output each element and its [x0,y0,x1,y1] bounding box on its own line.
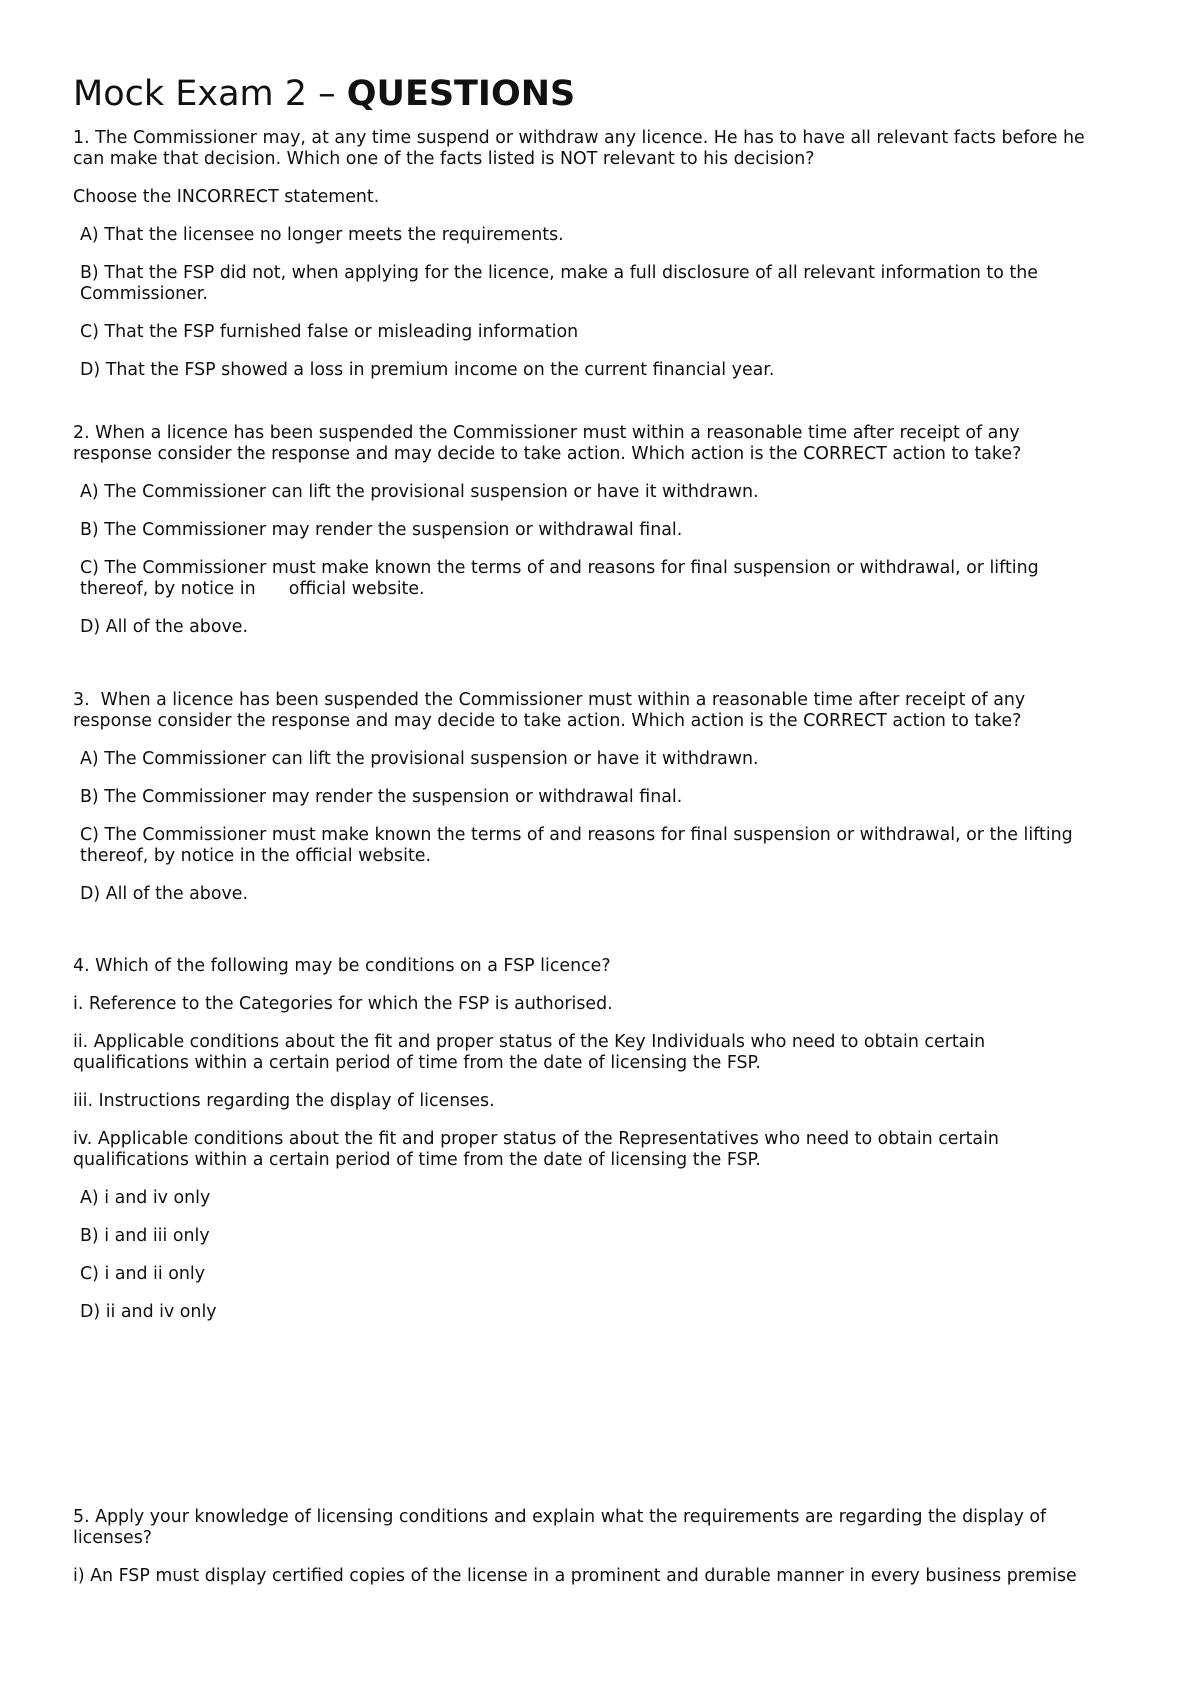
question-3-option-d: D) All of the above. [80,884,249,904]
question-4-option-c: C) i and ii only [80,1264,206,1284]
spacer [73,922,1090,956]
question-1-instruction: Choose the INCORRECT statement. [73,187,380,207]
question-1-option-a: A) That the licensee no longer meets the requirements. [80,225,564,245]
spacer [73,398,1090,423]
question-1 [73,128,1090,381]
title-prefix: Mock Exam 2 – [73,74,347,114]
question-4-option-b: B) i and iii only [80,1226,210,1246]
spacer [73,1340,1090,1507]
question-3-option-c: C) The Commissioner must make known the terms of and reasons for final suspension or withdrawal, or the lifting thereof, by notice in the official website. [80,825,1073,866]
question-3-stem: 3. When a licence has been suspended the Commissioner must within a reasonable time after receipt of any response consider the response and may decide to take action. Which action is the CORRECT action to take? [73,690,1031,731]
question-1-option-b: B) That the FSP did not, when applying for the licence, make a full disclosure of all relevant information to the Commissioner. [80,263,1038,304]
question-4-stem: 4. Which of the following may be conditions on a FSP licence? [73,956,611,976]
question-4-option-a: A) i and iv only [80,1188,211,1208]
question-4-statement-ii: ii. Applicable conditions about the fit and proper status of the Key Individuals who need to obtain certain qualifications within a certain period of time from the date of licensing the FSP. [73,1032,986,1073]
question-2-option-a: A) The Commissioner can lift the provisional suspension or have it withdrawn. [80,482,759,502]
question-1-option-d: D) That the FSP showed a loss in premium income on the current financial year. [80,360,775,380]
question-2 [73,423,1090,638]
question-3-option-a: A) The Commissioner can lift the provisional suspension or have it withdrawn. [80,749,759,769]
question-4-statement-iv: iv. Applicable conditions about the fit and proper status of the Representatives who need to obtain certain qualifications within a certain period of time from the date of licensing the FSP. [73,1129,999,1170]
spacer [73,655,1090,690]
question-4 [73,956,1090,1323]
question-4-option-d: D) ii and iv only [80,1302,217,1322]
question-5-stem: 5. Apply your knowledge of licensing conditions and explain what the requirements are regarding the display of licenses? [73,1507,1047,1548]
question-2-option-c: C) The Commissioner must make known the terms of and reasons for final suspension or withdrawal, or lifting thereof, by notice in official website. [80,558,1045,599]
question-4-statement-i: i. Reference to the Categories for which the FSP is authorised. [73,994,613,1014]
question-1-stem: 1. The Commissioner may, at any time suspend or withdraw any licence. He has to have all relevant facts before he can make that decision. Which one of the facts listed is NOT relevant to his decision? [73,128,1085,169]
question-2-option-d: D) All of the above. [80,617,249,637]
question-3-option-b: B) The Commissioner may render the suspension or withdrawal final. [80,787,683,807]
title-bold: QUESTIONS [346,74,576,114]
question-2-option-b: B) The Commissioner may render the suspension or withdrawal final. [80,520,683,540]
question-5-answer: i) An FSP must display certified copies of the license in a prominent and durable manner in every business premise [73,1566,1077,1586]
page-title [73,74,1090,114]
question-2-stem: 2. When a licence has been suspended the Commissioner must within a reasonable time after receipt of any response consider the response and may decide to take action. Which action is the CORRECT action to take? [73,423,1022,464]
question-5 [73,1507,1090,1587]
question-3 [73,690,1090,905]
question-4-statement-iii: iii. Instructions regarding the display of licenses. [73,1091,495,1111]
question-1-option-c: C) That the FSP furnished false or misleading information [80,322,579,342]
